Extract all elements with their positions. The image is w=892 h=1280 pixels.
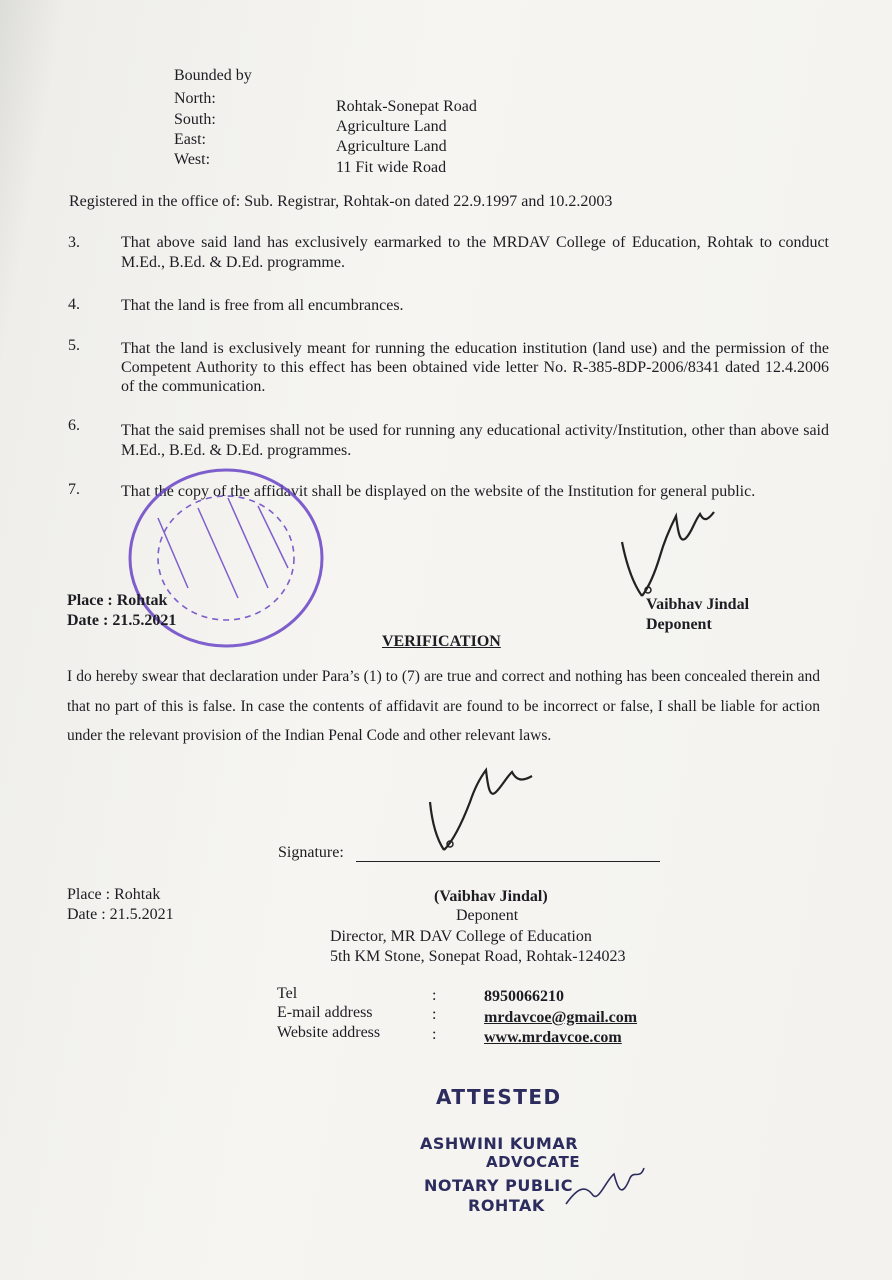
contact-key-website: Website address (277, 1024, 381, 1041)
bounded-value-north: Rohtak-Sonepat Road (336, 98, 477, 115)
bounded-value-south: Agriculture Land (336, 118, 447, 135)
date-1: Date : 21.5.2021 (67, 612, 177, 629)
place-2: Place : Rohtak (67, 886, 161, 903)
bounded-value-east: Agriculture Land (336, 138, 447, 155)
bounded-dir-west: West: (174, 151, 211, 168)
para-text: That the land is exclusively meant for running the education institution (land use) and the permission of the Competent Authority to this effect has been obtained vide letter No. R-385-8DP-2006/8341 dated 12.4.2006 of the communication. (121, 340, 829, 395)
bounded-dir-east: East: (174, 131, 206, 148)
attested-role: NOTARY PUBLIC (424, 1176, 573, 1195)
contact-colon: : (432, 987, 437, 1004)
signature-line (356, 861, 660, 862)
para-number: 5. (68, 337, 80, 354)
para-number: 4. (68, 296, 80, 313)
para-text: That above said land has exclusively earmarked to the MRDAV College of Education, Rohtak to conduct M.Ed., B.Ed. & D.Ed. programme. (121, 234, 829, 271)
para-number: 3. (68, 234, 80, 251)
bounded-dir-south: South: (174, 111, 216, 128)
verification-title: VERIFICATION (382, 633, 501, 650)
contact-key-email: E-mail address (277, 1004, 373, 1021)
verification-body: I do hereby swear that declaration under Para’s (1) to (7) are true and correct and nothing has been concealed therein and that no part of this is false. In case the contents of affidavit are found to be incorrect or false, I shall be liable for action under the relevant provision of the Indian Penal Code and other relevant laws. (67, 668, 820, 744)
para-number: 7. (68, 481, 80, 498)
signature-label: Signature: (278, 844, 344, 861)
deponent-name-1: Vaibhav Jindal (646, 596, 750, 613)
contact-value-email: mrdavcoe@gmail.com (484, 1009, 638, 1026)
deponent-designation: Director, MR DAV College of Education (330, 928, 592, 945)
bounded-title: Bounded by (174, 67, 252, 84)
contact-value-website: www.mrdavcoe.com (484, 1029, 622, 1046)
deponent-label-1: Deponent (646, 616, 712, 633)
para-text: That the said premises shall not be used for running any educational activity/Institution, other than above said M.Ed., B.Ed. & D.Ed. programmes. (121, 422, 829, 459)
attested-heading: ATTESTED (436, 1085, 562, 1109)
contact-colon: : (432, 1006, 437, 1023)
deponent-address: 5th KM Stone, Sonepat Road, Rohtak-124023 (330, 948, 626, 965)
para-text: That the land is free from all encumbrances. (121, 297, 404, 314)
attested-title: ADVOCATE (486, 1153, 581, 1171)
place-1: Place : Rohtak (67, 592, 168, 609)
bounded-value-west: 11 Fit wide Road (336, 159, 447, 176)
bounded-dir-north: North: (174, 90, 216, 107)
attested-city: ROHTAK (468, 1196, 545, 1215)
signature-graphic (410, 762, 550, 858)
contact-value-tel: 8950066210 (484, 988, 564, 1005)
para-number: 6. (68, 417, 80, 434)
notary-initials-graphic (560, 1160, 650, 1220)
para-text: That the copy of the affidavit shall be displayed on the website of the Institution for general public. (121, 483, 756, 500)
deponent-role-2: Deponent (456, 907, 519, 924)
contact-colon: : (432, 1026, 437, 1043)
attested-name: ASHWINI KUMAR (420, 1134, 579, 1153)
date-2: Date : 21.5.2021 (67, 906, 174, 923)
registered-line: Registered in the office of: Sub. Registrar, Rohtak-on dated 22.9.1997 and 10.2.2003 (69, 193, 613, 210)
contact-key-tel: Tel (277, 985, 298, 1002)
deponent-signature-graphic (608, 492, 728, 604)
deponent-name-2: (Vaibhav Jindal) (434, 888, 548, 905)
